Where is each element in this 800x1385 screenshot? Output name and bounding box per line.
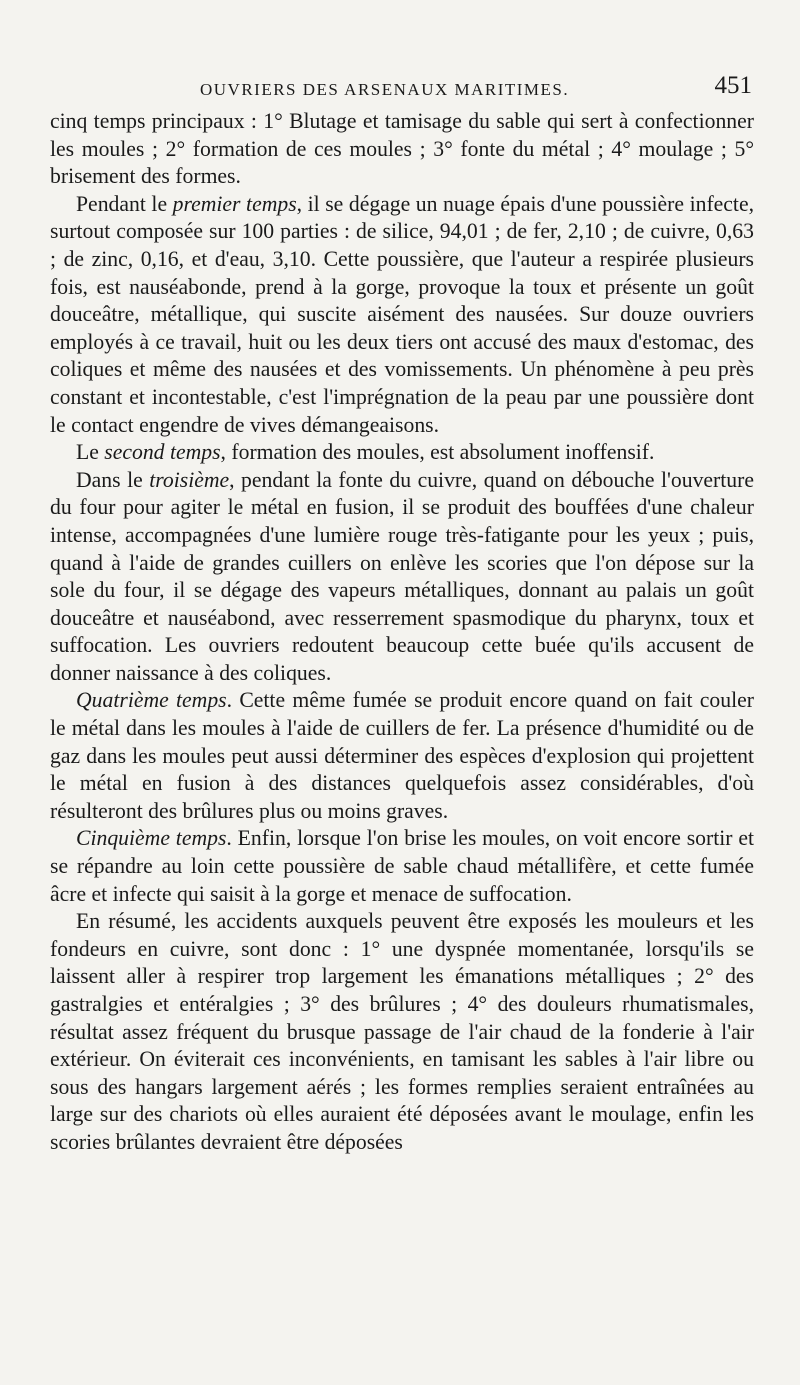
paragraph-2-rest: , il se dégage un nuage épais d'une poussière infecte, surtout composée sur 100 parties : de silice, 94,01 ; de fer, 2,10 ; de cuivre, 0,63 ; de zinc, 0,16, et d'eau, 3,10. Cette poussière, que l'auteur a respirée plusieurs fois, est nauséabonde, prend à la gorge, provoque la toux et présente un goût douceâtre, métallique, qui suscite aisément des nausées. Sur douze ouvriers employés à ce travail, huit ou les deux tiers ont accusé des maux d'estomac, des coliques et même des nausées et des vomissements. Un phénomène à peu près constant et incontestable, c'est l'imprégnation de la peau par une poussière dont le contact engendre de vives démangeaisons. — [50, 191, 754, 437]
paragraph-2 — [50, 191, 754, 439]
paragraph-4-italic: troisième — [149, 467, 230, 492]
paragraph-2-italic: premier temps — [172, 191, 297, 216]
paragraph-4 — [50, 467, 754, 688]
paragraph-7 — [50, 908, 754, 1156]
paragraph-2-lead: Pendant le — [76, 191, 173, 216]
paragraph-1 — [50, 108, 754, 191]
paragraph-6-rest: . Enfin, lorsque l'on brise les moules, on voit encore sortir et se répandre au loin cette poussière de sable chaud métallifère, et cette fumée âcre et infecte qui saisit à la gorge et menace de suffocation. — [50, 826, 754, 906]
paragraph-5-italic: Quatrième temps — [76, 688, 227, 713]
paragraph-5 — [50, 687, 754, 825]
paragraph-6 — [50, 825, 754, 908]
paragraph-7-text: En résumé, les accidents auxquels peuvent être exposés les mouleurs et les fondeurs en cuivre, sont donc : 1° une dyspnée momentanée, lorsqu'ils se laissent aller à respirer trop largement les émanations métalliques ; 2° des gastralgies et entéralgies ; 3° des brûlures ; 4° des douleurs rhumatismales, résultat assez fréquent du brusque passage de l'air chaud de la fonderie à l'air extérieur. On éviterait ces inconvénients, en tamisant les sables à l'air libre ou sous des hangars largement aérés ; les formes remplies seraient entraînées au large sur des chariots où elles auraient été déposées avant le moulage, enfin les scories brûlantes devraient être déposées — [50, 909, 754, 1154]
paragraph-3-lead: Le — [76, 440, 105, 465]
page-header — [50, 68, 754, 108]
paragraph-3-rest: , formation des moules, est absolument inoffensif. — [220, 440, 655, 465]
body-text — [50, 108, 754, 1157]
paragraph-3 — [50, 439, 754, 467]
page-number: 451 — [714, 72, 752, 99]
paragraph-4-rest: , pendant la fonte du cuivre, quand on débouche l'ouverture du four pour agiter le métal en fusion, il se produit des bouffées d'une chaleur intense, accompagnées d'une lumière rouge très-fatigante pour les yeux ; puis, quand à l'aide de grandes cuillers on enlève les scories que l'on dépose sur la sole du four, il se dégage des vapeurs métalliques, donnant au palais un goût douceâtre et nauséabond, avec resserrement spasmodique du pharynx, toux et suffocation. Les ouvriers redoutent beaucoup cette buée qu'ils accusent de donner naissance à des coliques. — [50, 467, 754, 685]
running-head: OUVRIERS DES ARSENAUX MARITIMES. — [200, 80, 570, 99]
paragraph-5-rest: . Cette même fumée se produit encore quand on fait couler le métal dans les moules à l'aide de cuillers de fer. La présence d'humidité ou de gaz dans les moules peut aussi déterminer des espèces d'explosion qui projettent le métal en fusion à des distances quelquefois assez considérables, d'où résulteront des brûlures plus ou moins graves. — [50, 688, 754, 823]
paragraph-4-lead: Dans le — [76, 467, 150, 492]
paragraph-1-text: cinq temps principaux : 1° Blutage et tamisage du sable qui sert à confectionner les moules ; 2° formation de ces moules ; 3° fonte du métal ; 4° moulage ; 5° brisement des formes. — [50, 109, 754, 189]
paragraph-3-italic: second temps — [104, 440, 221, 465]
paragraph-6-italic: Cinquième temps — [76, 826, 227, 851]
